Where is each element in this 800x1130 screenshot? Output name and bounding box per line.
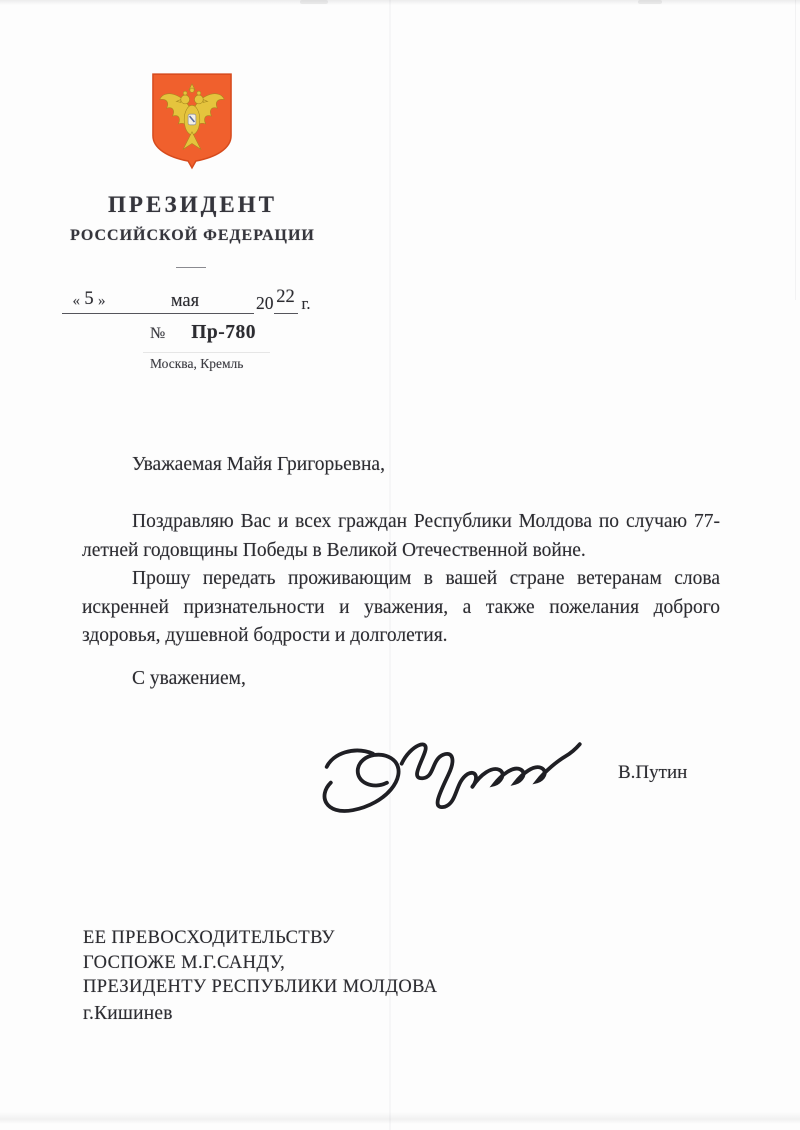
date-day: 5 — [84, 289, 94, 309]
scan-top-shadow — [0, 0, 800, 5]
signer-name: В.Путин — [618, 762, 688, 783]
signature — [312, 724, 597, 819]
letterhead-title: ПРЕЗИДЕНТ — [108, 192, 277, 217]
coat-of-arms-svg — [150, 70, 234, 170]
date-line — [62, 287, 311, 314]
recipient-city: г.Кишинев — [83, 1003, 173, 1024]
recipient-block — [83, 926, 437, 1000]
letterhead-subtitle: РОССИЙСКОЙ ФЕДЕРАЦИИ — [70, 227, 315, 244]
scan-bottom-shadow — [0, 1112, 800, 1124]
scan-smudge — [638, 0, 662, 4]
close-quote: » — [98, 293, 106, 309]
letter-body — [82, 451, 720, 694]
salutation: Уважаемая Майя Григорьевна, — [132, 454, 385, 475]
date-year-field — [274, 287, 298, 314]
signature-stroke — [312, 724, 597, 819]
scan-right-edge — [795, 0, 796, 300]
scan-smudge — [300, 0, 328, 4]
number-hairline — [143, 352, 270, 353]
document-number: Пр-780 — [191, 322, 257, 343]
open-quote: « — [72, 293, 80, 309]
date-year: 22 — [276, 287, 295, 307]
date-month: мая — [116, 291, 254, 314]
paragraph-1: Поздравляю Вас и всех граждан Республики Молдова по случаю 77-летней годовщины Победы в Великой Отечественной войне. — [82, 511, 720, 561]
number-sign: № — [150, 325, 166, 342]
recipient-line: ГОСПОЖЕ М.Г.САНДУ, — [83, 952, 286, 973]
russia-coat-of-arms-icon — [150, 70, 234, 170]
place-line: Москва, Кремль — [150, 356, 244, 371]
document-number-line — [150, 322, 256, 344]
date-suffix: г. — [301, 294, 311, 313]
recipient-line: ПРЕЗИДЕНТУ РЕСПУБЛИКИ МОЛДОВА — [83, 977, 438, 997]
paragraph-2: Прошу передать проживающим в вашей стране ветеранам слова искренней признательности и уважения, а также пожелания доброго здоровья, душевной бодрости и долголетия. — [82, 568, 720, 647]
letterhead-divider — [176, 267, 206, 268]
date-century: 20 — [256, 293, 274, 313]
letterhead — [40, 192, 345, 245]
recipient-line: ЕЕ ПРЕВОСХОДИТЕЛЬСТВУ — [83, 928, 335, 948]
closing: С уважением, — [132, 668, 246, 690]
date-day-field — [62, 291, 116, 314]
